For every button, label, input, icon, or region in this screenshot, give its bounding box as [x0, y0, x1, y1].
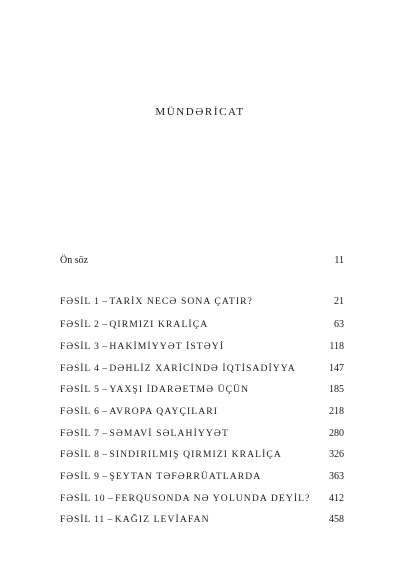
toc-entry-page: 458: [329, 514, 344, 525]
toc-entry-separator: –: [99, 384, 110, 395]
toc-entry-title: AVROPA QAYÇILARI: [109, 406, 219, 417]
toc-entry-page: 21: [334, 296, 344, 307]
toc-entry: [60, 470, 344, 484]
toc-entry-page: 147: [329, 363, 344, 374]
toc-entry-chapter: FƏSİL 5: [60, 384, 100, 395]
toc-entry-separator: –: [99, 449, 110, 460]
toc-entry-separator: –: [99, 406, 110, 417]
toc-entry-chapter: FƏSİL 10: [60, 493, 106, 504]
toc-entry-chapter: FƏSİL 2: [60, 319, 100, 330]
toc-entry-chapter: FƏSİL 7: [60, 428, 100, 439]
toc-entry: [60, 383, 344, 397]
toc-entry-page: 11: [334, 255, 344, 266]
toc-entry-page: 218: [329, 406, 344, 417]
toc-entry-chapter: FƏSİL 3: [60, 341, 100, 352]
toc-entry-chapter: FƏSİL 11: [60, 514, 106, 525]
toc-entry: [60, 362, 344, 376]
toc-entry: [60, 513, 344, 527]
toc-entry-title: DƏHLİZ XARİCİNDƏ İQTİSADİYYA: [109, 363, 296, 374]
toc-entry-separator: –: [99, 341, 110, 352]
toc-entry: [60, 318, 344, 332]
toc-entry-title: HAKİMİYYƏT İSTƏYİ: [109, 341, 225, 352]
toc-entry: [60, 340, 344, 354]
toc-entry-title: FERQUSONDA NƏ YOLUNDA DEYİL?: [115, 493, 311, 504]
toc-entry-title: YAXŞI İDARƏETMƏ ÜÇÜN: [109, 384, 250, 395]
toc-entry: [60, 448, 344, 462]
toc-entry-title: KAĞIZ LEVİAFAN: [114, 514, 210, 525]
toc-entry-page: 185: [329, 384, 344, 395]
toc-entry-separator: –: [99, 471, 110, 482]
toc-entry-page: 363: [329, 471, 344, 482]
toc-entry: [60, 405, 344, 419]
toc-entry-separator: –: [105, 493, 116, 504]
toc-entry-title: ŞEYTAN TƏFƏRRÜATLARDA: [109, 471, 262, 482]
toc-entry-title: SINDIRILMIŞ QIRMIZI KRALİÇA: [109, 449, 282, 460]
toc-entry: [60, 295, 344, 309]
toc-entry-separator: –: [105, 514, 115, 525]
toc-entry-separator: –: [99, 296, 110, 307]
toc-entry: [60, 492, 344, 506]
toc-entry-preface: [60, 254, 344, 268]
toc-entry-title: TARİX NECƏ SONA ÇATIR?: [109, 296, 254, 307]
toc-entry-page: 63: [334, 319, 344, 330]
toc-entry-title: SƏMAVİ SƏLAHİYYƏT: [109, 428, 229, 439]
toc-entry-chapter: FƏSİL 6: [60, 406, 100, 417]
toc-entry-page: 280: [329, 428, 344, 439]
toc-entry-separator: –: [99, 428, 110, 439]
toc-entry: [60, 427, 344, 441]
page-title: MÜNDƏRİCAT: [155, 106, 245, 118]
toc-entry-title: QIRMIZI KRALİÇA: [109, 319, 209, 330]
toc-entry-chapter: FƏSİL 4: [60, 363, 100, 374]
toc-entry-separator: –: [99, 319, 110, 330]
toc-entry-title: Ön söz: [60, 255, 89, 266]
toc-entry-chapter: FƏSİL 1: [60, 296, 100, 307]
toc-entry-page: 412: [329, 493, 344, 504]
toc-entry-separator: –: [99, 363, 110, 374]
toc-entry-page: 118: [329, 341, 344, 352]
toc-entry-chapter: FƏSİL 9: [60, 471, 100, 482]
toc-entry-page: 326: [329, 449, 344, 460]
toc-entry-chapter: FƏSİL 8: [60, 449, 100, 460]
